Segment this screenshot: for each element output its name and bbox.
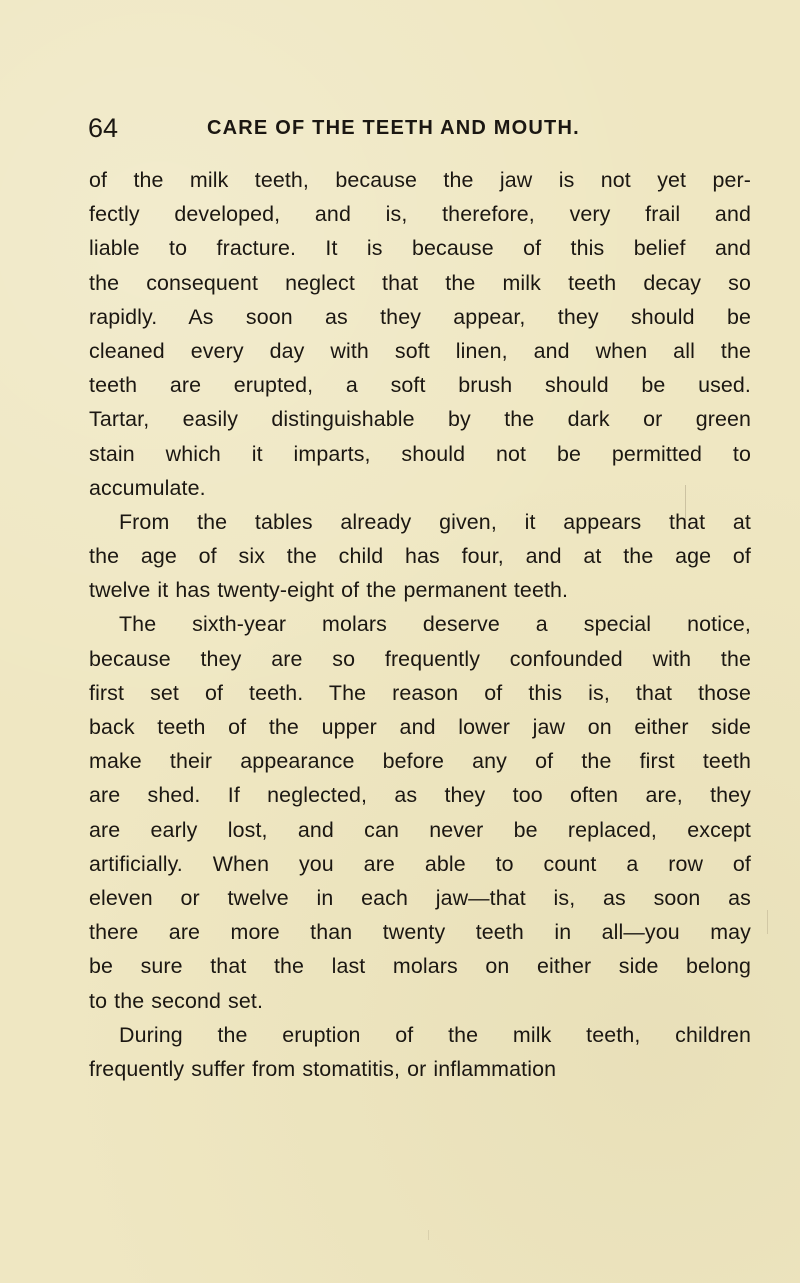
text-line: the consequent neglect that the milk teeth decay so <box>89 270 751 295</box>
text-line: During the eruption of the milk teeth, children <box>119 1022 751 1047</box>
page-number: 64 <box>88 113 119 143</box>
text-line: of the milk teeth, because the jaw is not yet per- <box>89 168 751 192</box>
text-line: because they are so frequently confounded with the <box>89 646 751 671</box>
text-line: rapidly. As soon as they appear, they should be <box>89 304 751 329</box>
text-line: cleaned every day with soft linen, and when all the <box>89 338 751 363</box>
text-line: fectly developed, and is, therefore, very frail and <box>89 202 751 227</box>
text-line: liable to fracture. It is because of this belief and <box>89 236 751 261</box>
text-line: to the second set. <box>89 988 264 1013</box>
text-line: the age of six the child has four, and at the age of <box>89 544 751 569</box>
text-line: eleven or twelve in each jaw—that is, as soon as <box>89 885 751 910</box>
text-line: stain which it imparts, should not be permitted to <box>89 441 751 466</box>
text-line: be sure that the last molars on either side belong <box>89 954 751 979</box>
scan-mark <box>685 485 686 525</box>
scan-mark <box>428 1230 429 1240</box>
text-line: are early lost, and can never be replaced, except <box>89 817 751 842</box>
text-line: twelve it has twenty-eight of the permanent teeth. <box>89 578 569 603</box>
text-line: accumulate. <box>89 475 206 500</box>
text-line: are shed. If neglected, as they too often are, they <box>89 783 751 808</box>
text-line: The sixth-year molars deserve a special notice, <box>119 612 751 637</box>
text-line: frequently suffer from stomatitis, or inflammation <box>89 1056 557 1081</box>
page-body-text <box>89 163 751 1086</box>
text-line: first set of teeth. The reason of this is, that those <box>89 680 751 705</box>
text-line: From the tables already given, it appears that at <box>119 509 751 534</box>
text-line: teeth are erupted, a soft brush should be used. <box>89 373 751 398</box>
text-line: Tartar, easily distinguishable by the dark or green <box>89 407 751 432</box>
text-line: artificially. When you are able to count a row of <box>89 851 751 876</box>
running-title: CARE OF THE TEETH AND MOUTH. <box>207 117 580 139</box>
text-line: there are more than twenty teeth in all—you may <box>89 920 751 945</box>
scan-mark <box>767 910 768 934</box>
text-line: make their appearance before any of the first teeth <box>89 749 751 774</box>
text-line: back teeth of the upper and lower jaw on either side <box>89 715 751 739</box>
page-header <box>88 110 728 144</box>
